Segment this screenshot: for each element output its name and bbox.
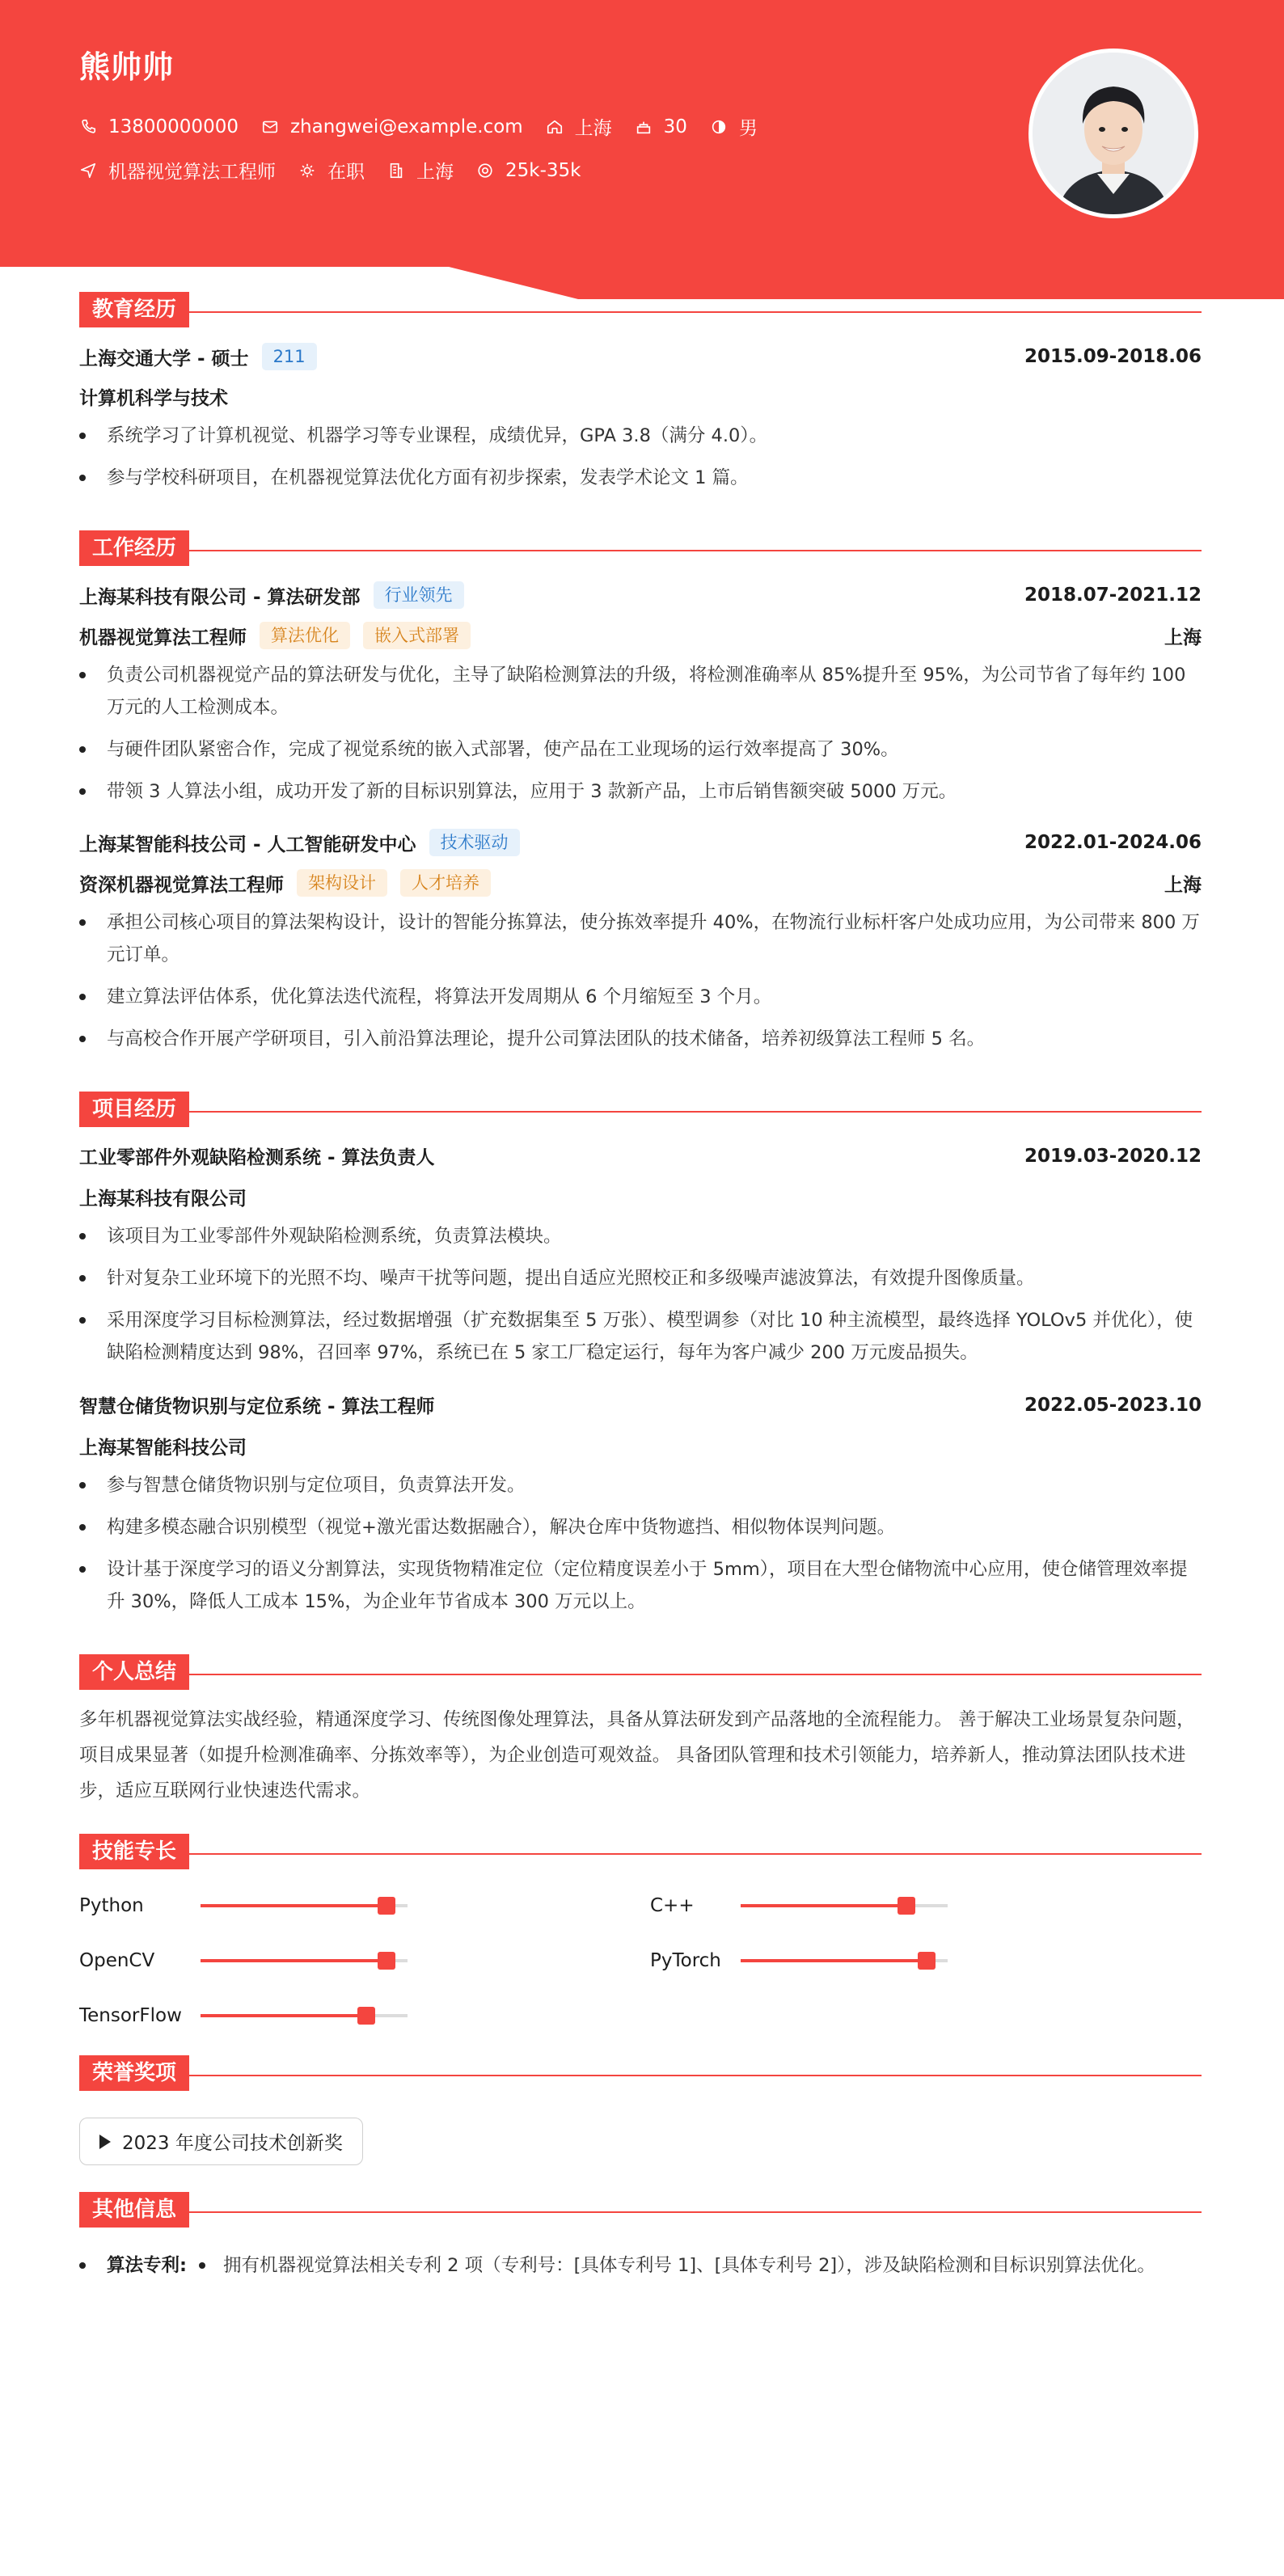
project-bullets	[79, 1469, 1202, 1618]
list-item: 参与智慧仓储货物识别与定位项目，负责算法开发。	[79, 1469, 1202, 1501]
summary-section	[79, 1653, 1202, 1809]
education-left	[79, 343, 317, 370]
list-item: 针对复杂工业环境下的光照不均、噪声干扰等问题，提出自适应光照校正和多级噪声滤波算法，有效提升图像质量。	[79, 1262, 1202, 1294]
company-tag: 行业领先	[374, 581, 464, 609]
skill-fill	[741, 1904, 906, 1907]
skill-tag: 人才培养	[400, 869, 491, 897]
education-bullets	[79, 420, 1202, 494]
list-item: 设计基于深度学习的语义分割算法，实现货物精准定位（定位精度误差小于 5mm），项目在大型仓储物流中心应用，使仓储管理效率提升 30%，降低人工成本 15%，为企业年节省成本 300 万元以上。	[79, 1553, 1202, 1618]
skill-fill	[201, 1959, 386, 1962]
work-company-row	[79, 581, 1202, 609]
skill-name: TensorFlow	[79, 2005, 182, 2026]
salary-item	[476, 160, 581, 181]
summary-header	[79, 1653, 1202, 1691]
building-icon	[387, 162, 405, 179]
school-tag: 211	[262, 343, 317, 370]
salary-range: 25k-35k	[505, 159, 581, 181]
section-divider	[79, 1674, 1202, 1675]
job-row	[79, 157, 603, 184]
education-major: 计算机科学与技术	[79, 388, 228, 409]
skills-title: 技能专长	[79, 1834, 189, 1869]
projects-header	[79, 1091, 1202, 1128]
company-name: 上海某智能科技公司 - 人工智能研发中心	[79, 834, 416, 855]
resume-header	[0, 0, 1284, 299]
mail-icon	[261, 118, 279, 136]
skill-track	[741, 1959, 948, 1962]
cake-icon	[635, 118, 653, 136]
list-item: 与硬件团队紧密合作，完成了视觉系统的嵌入式部署，使产品在工业现场的运行效率提高了 30%。	[79, 733, 1202, 766]
skill-name: Python	[79, 1895, 144, 1916]
award-item	[79, 2118, 363, 2165]
education-header	[79, 291, 1202, 328]
work-company-left	[79, 581, 464, 609]
skills-grid	[79, 1878, 1202, 2048]
skill-tag: 嵌入式部署	[363, 622, 471, 649]
awards-title: 荣誉奖项	[79, 2055, 189, 2091]
projects-section	[79, 1091, 1202, 1618]
work-bullets	[79, 906, 1202, 1055]
avatar-portrait	[1033, 53, 1194, 214]
work-header	[79, 530, 1202, 567]
email-item	[261, 116, 523, 137]
summary-title: 个人总结	[79, 1654, 189, 1690]
phone-item	[79, 116, 239, 137]
project-row	[79, 1391, 1202, 1418]
list-item: 建立算法评估体系，优化算法迭代流程，将算法开发周期从 6 个月缩短至 3 个月。	[79, 981, 1202, 1013]
list-item: 与高校合作开展产学研项目，引入前沿算法理论，提升公司算法团队的技术储备，培养初级算法工程师 5 名。	[79, 1023, 1202, 1055]
work-company-left	[79, 829, 520, 856]
work-title: 工作经历	[79, 530, 189, 566]
skill-item	[650, 1945, 990, 1977]
work-section	[79, 530, 1202, 1055]
job-title-item	[79, 157, 276, 184]
gear-icon	[298, 162, 316, 179]
skill-name: PyTorch	[650, 1950, 721, 1971]
work-company-row	[79, 829, 1202, 856]
candidate-name: 熊帅帅	[79, 49, 175, 85]
position-title: 机器视觉算法工程师	[79, 627, 247, 648]
list-item: 承担公司核心项目的算法架构设计，设计的智能分拣算法，使分拣效率提升 40%，在物流行业标杆客户处成功应用，为公司带来 800 万元订单。	[79, 906, 1202, 971]
skill-track	[741, 1904, 948, 1907]
skill-fill	[201, 2014, 366, 2017]
education-title: 教育经历	[79, 292, 189, 327]
other-item	[79, 2249, 1202, 2282]
skill-knob	[898, 1897, 915, 1915]
education-period: 2015.09-2018.06	[1024, 346, 1202, 367]
gender-text: 男	[738, 118, 758, 139]
skill-knob	[378, 1897, 395, 1915]
work-location: 上海	[1164, 627, 1202, 648]
job-title: 机器视觉算法工程师	[108, 162, 276, 183]
phone-number: 13800000000	[108, 116, 239, 137]
section-divider	[79, 550, 1202, 551]
skill-fill	[201, 1904, 386, 1907]
project-title: 工业零部件外观缺陷检测系统 - 算法负责人	[79, 1147, 435, 1168]
list-item: 带领 3 人算法小组，成功开发了新的目标识别算法，应用于 3 款新产品，上市后销售额突破 5000 万元。	[79, 775, 1202, 808]
skill-tag: 架构设计	[297, 869, 387, 897]
job-status: 在职	[327, 162, 365, 183]
projects-title: 项目经历	[79, 1092, 189, 1127]
section-divider	[79, 311, 1202, 313]
list-item: 参与学校科研项目，在机器视觉算法优化方面有初步探索，发表学术论文 1 篇。	[79, 462, 1202, 494]
target-city-item	[387, 157, 454, 184]
list-item: 该项目为工业零部件外观缺陷检测系统，负责算法模块。	[79, 1220, 1202, 1252]
skill-track	[201, 1904, 408, 1907]
company-name: 上海某科技有限公司 - 算法研发部	[79, 586, 361, 608]
coin-icon	[476, 162, 494, 179]
work-period: 2022.01-2024.06	[1024, 832, 1202, 853]
awards-list	[79, 2118, 1202, 2165]
other-header	[79, 2191, 1202, 2228]
triangle-icon	[99, 2135, 111, 2149]
skill-item	[79, 2000, 419, 2032]
gender-item	[710, 113, 758, 140]
project-period: 2022.05-2023.10	[1024, 1394, 1202, 1416]
skill-item	[650, 1890, 990, 1922]
skill-track	[201, 2014, 408, 2017]
target-city: 上海	[416, 162, 454, 183]
work-position-left	[79, 869, 491, 897]
section-divider	[79, 2075, 1202, 2076]
project-bullets	[79, 1220, 1202, 1369]
age-item	[635, 116, 687, 137]
list-item: 负责公司机器视觉产品的算法研发与优化，主导了缺陷检测算法的升级，将检测准确率从 85%提升至 95%，为公司节省了每年约 100 万元的人工检测成本。	[79, 659, 1202, 724]
list-item: 系统学习了计算机视觉、机器学习等专业课程，成绩优异，GPA 3.8（满分 4.0）。	[79, 420, 1202, 452]
skills-header	[79, 1833, 1202, 1870]
gender-icon	[710, 118, 728, 136]
city-text: 上海	[574, 118, 612, 139]
skill-item	[79, 1945, 419, 1977]
skill-fill	[741, 1959, 927, 1962]
education-row	[79, 343, 1202, 370]
phone-icon	[79, 118, 97, 136]
email-address: zhangwei@example.com	[289, 116, 523, 137]
project-period: 2019.03-2020.12	[1024, 1145, 1202, 1167]
project-title: 智慧仓储货物识别与定位系统 - 算法工程师	[79, 1396, 435, 1417]
send-icon	[79, 162, 97, 179]
other-label: 算法专利:	[79, 2249, 199, 2282]
city-item	[546, 113, 612, 140]
section-divider	[79, 1111, 1202, 1113]
summary-text: 多年机器视觉算法实战经验，精通深度学习、传统图像处理算法，具备从算法研发到产品落地的全流程能力。 善于解决工业场景复杂问题，项目成果显著（如提升检测准确率、分拣效率等），为企业创造可观效益。 具备团队管理和技术引领能力，培养新人，推动算法团队技术进步，适应互联网行业快速迭代需求。	[79, 1709, 1195, 1801]
education-section	[79, 291, 1202, 494]
work-position-left	[79, 622, 471, 649]
awards-header	[79, 2054, 1202, 2092]
age-text: 30	[663, 116, 687, 137]
section-divider	[79, 1853, 1202, 1855]
school-name: 上海交通大学 - 硕士	[79, 348, 249, 370]
skill-knob	[378, 1952, 395, 1970]
other-section	[79, 2191, 1202, 2282]
work-position-row	[79, 869, 1202, 897]
skill-knob	[918, 1952, 936, 1970]
skill-item	[79, 1890, 419, 1922]
position-title: 资深机器视觉算法工程师	[79, 874, 284, 896]
skill-tag: 算法优化	[260, 622, 350, 649]
skill-name: C++	[650, 1895, 695, 1916]
work-location: 上海	[1164, 874, 1202, 896]
project-company: 上海某科技有限公司	[79, 1189, 247, 1210]
awards-section	[79, 2054, 1202, 2165]
list-item: 采用深度学习目标检测算法，经过数据增强（扩充数据集至 5 万张）、模型调参（对比 10 种主流模型，最终选择 YOLOv5 并优化），使缺陷检测精度达到 98%，召回率 97%，系统已在 5 家工厂稳定运行，每年为客户减少 200 万元废品损失。	[79, 1304, 1202, 1369]
section-divider	[79, 2211, 1202, 2213]
contact-row	[79, 113, 780, 140]
project-company: 上海某智能科技公司	[79, 1438, 247, 1459]
award-name: 2023 年度公司技术创新奖	[122, 2133, 343, 2154]
skill-name: OpenCV	[79, 1950, 155, 1971]
other-title: 其他信息	[79, 2192, 189, 2228]
home-icon	[546, 118, 564, 136]
work-bullets	[79, 659, 1202, 808]
avatar	[1028, 49, 1198, 218]
work-period: 2018.07-2021.12	[1024, 585, 1202, 606]
skill-knob	[357, 2007, 375, 2025]
skill-track	[201, 1959, 408, 1962]
company-tag: 技术驱动	[429, 829, 520, 856]
work-position-row	[79, 622, 1202, 649]
resume-body	[79, 291, 1202, 2282]
project-row	[79, 1142, 1202, 1169]
list-item: 构建多模态融合识别模型（视觉+激光雷达数据融合），解决仓库中货物遮挡、相似物体误判问题。	[79, 1511, 1202, 1543]
status-item	[298, 157, 365, 184]
skills-section	[79, 1833, 1202, 2048]
other-text: 拥有机器视觉算法相关专利 2 项（专利号：[具体专利号 1]、[具体专利号 2]），涉及缺陷检测和目标识别算法优化。	[199, 2249, 1155, 2282]
